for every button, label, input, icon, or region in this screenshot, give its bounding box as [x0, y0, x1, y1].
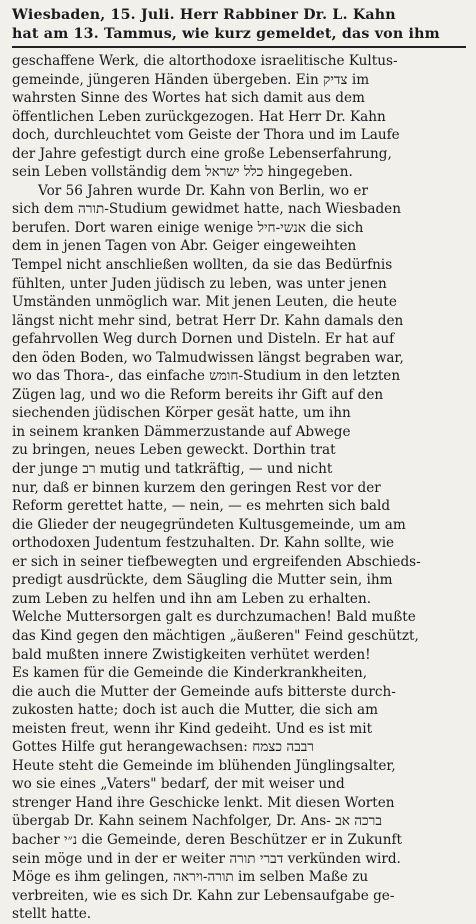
text-line: Tempel nicht anschließen wollten, da sie das Bedürfnis: [12, 257, 393, 274]
text-line: Umständen unmöglich war. Mit jenen Leuten, die heute: [12, 294, 397, 311]
text-line: übergab Dr. Kahn seinem Nachfolger, Dr. Ans- ברכה אב: [12, 813, 382, 830]
text-line: den öden Boden, wo Talmudwissen längst begraben war,: [12, 349, 404, 366]
text-line: der Jahre gefestigt durch eine große Lebenserfahrung,: [12, 145, 392, 162]
text-line: die Glieder der neugegründeten Kultusgemeinde, um am: [12, 516, 406, 533]
article-body: [12, 52, 466, 924]
separator-rule: [12, 46, 466, 48]
article-header: [12, 6, 466, 44]
text-line: stellt hatte.: [12, 906, 92, 923]
text-line: die auch die Mutter der Gemeinde aufs bitterste durch-: [12, 683, 396, 700]
text-line: dem in jenen Tagen von Abr. Geiger eingeweihten: [12, 238, 357, 255]
text-line: bacher נ״י die Gemeinde, deren Beschützer er in Zukunft: [12, 831, 402, 848]
text-line: geschaffene Werk, die altorthodoxe israelitische Kultus-: [12, 53, 398, 69]
text-line: nur, daß er binnen kurzem den geringen Rest vor der: [12, 479, 381, 496]
text-line: das Kind gegen den mächtigen „äußeren" Feind geschützt,: [12, 627, 419, 644]
text-line: siechenden jüdischen Körper gesät hatte, um ihn: [12, 405, 351, 422]
text-line: Es kamen für die Gemeinde die Kinderkrankheiten,: [12, 665, 368, 682]
text-line: doch, durchleuchtet vom Geiste der Thora und im Laufe: [12, 127, 400, 144]
text-line: sich dem תורה-Studium gewidmet hatte, nach Wiesbaden: [12, 201, 401, 218]
text-line: Reform gerettet hatte, — nein, — es mehrten sich bald: [12, 498, 391, 515]
text-line: wahrsten Sinne des Wortes hat sich damit aus dem: [12, 90, 365, 107]
text-line: strenger Hand ihre Geschicke lenkt. Mit diesen Worten: [12, 794, 395, 811]
text-line: der junge רב mutig und tatkräftig, — und nicht: [12, 461, 333, 478]
text-line: sein Leben vollständig dem כלל ישראל hingegeben.: [12, 164, 353, 181]
text-line: bald mußten innere Zwistigkeiten verhütet werden!: [12, 646, 371, 663]
text-line: wo sie eines „Vaters" bedarf, der mit weiser und: [12, 776, 345, 793]
text-line: fühlten, unter Juden jüdisch zu leben, was unter jenen: [12, 275, 387, 292]
text-line: predigt ausdrückte, dem Säugling die Mutter sein, ihm: [12, 572, 393, 589]
text-line: Welche Muttersorgen galt es durchzumachen! Bald mußte: [12, 609, 416, 626]
text-line: wo das Thora-, das einfache חומש-Studium in den letzten: [12, 368, 401, 385]
header-line: hat am 13. Tammus, wie kurz gemeldet, das von ihm: [12, 26, 440, 42]
text-line: meisten freut, wenn ihr Kind gedeiht. Und es ist mit: [12, 720, 373, 737]
text-line: öffentlichen Leben zurückgezogen. Hat Herr Dr. Kahn: [12, 108, 386, 125]
text-line: er sich in seiner tiefbewegten und ergreifenden Abschieds-: [12, 553, 421, 570]
text-line: Gottes Hilfe gut herangewachsen: רבבה כצמח: [12, 739, 314, 756]
text-line: in seinem kranken Dämmerzustande auf Abwege: [12, 423, 351, 440]
text-line: Möge es ihm gelingen, תורה-ויראה im selben Maße zu: [12, 869, 369, 886]
text-line: Heute steht die Gemeinde im blühenden Jünglingsalter,: [12, 757, 396, 774]
text-line: Zügen lag, und wo die Reform bereits ihr Gift auf den: [12, 386, 384, 403]
text-line: berufen. Dort waren einige wenige אנשי-חיל die sich: [12, 219, 364, 236]
header-line: Wiesbaden, 15. Juli. Herr Rabbiner Dr. L. Kahn: [12, 7, 396, 23]
text-line: längst nicht mehr sind, betrat Herr Dr. Kahn damals den: [12, 312, 404, 329]
text-line: zukosten hatte; doch ist auch die Mutter, die sich am: [12, 702, 378, 719]
text-line: verbreiten, wie es sich Dr. Kahn zur Lebensaufgabe ge-: [12, 887, 395, 904]
text-line: gemeinde, jüngeren Händen übergeben. Ein צדיק im: [12, 71, 370, 88]
text-line: orthodoxen Judentum festzuhalten. Dr. Kahn sollte, wie: [12, 535, 395, 552]
text-line: zum Leben zu helfen und ihn am Leben zu erhalten.: [12, 590, 372, 607]
text-line: sein möge und in der er weiter דברי תורה verkünden wird.: [12, 850, 401, 867]
text-line: Vor 56 Jahren wurde Dr. Kahn von Berlin, wo er: [38, 182, 368, 199]
text-line: gefahrvollen Weg durch Dornen und Disteln. Er hat auf: [12, 331, 395, 348]
text-line: zu bringen, neues Leben geweckt. Dorthin trat: [12, 442, 336, 459]
